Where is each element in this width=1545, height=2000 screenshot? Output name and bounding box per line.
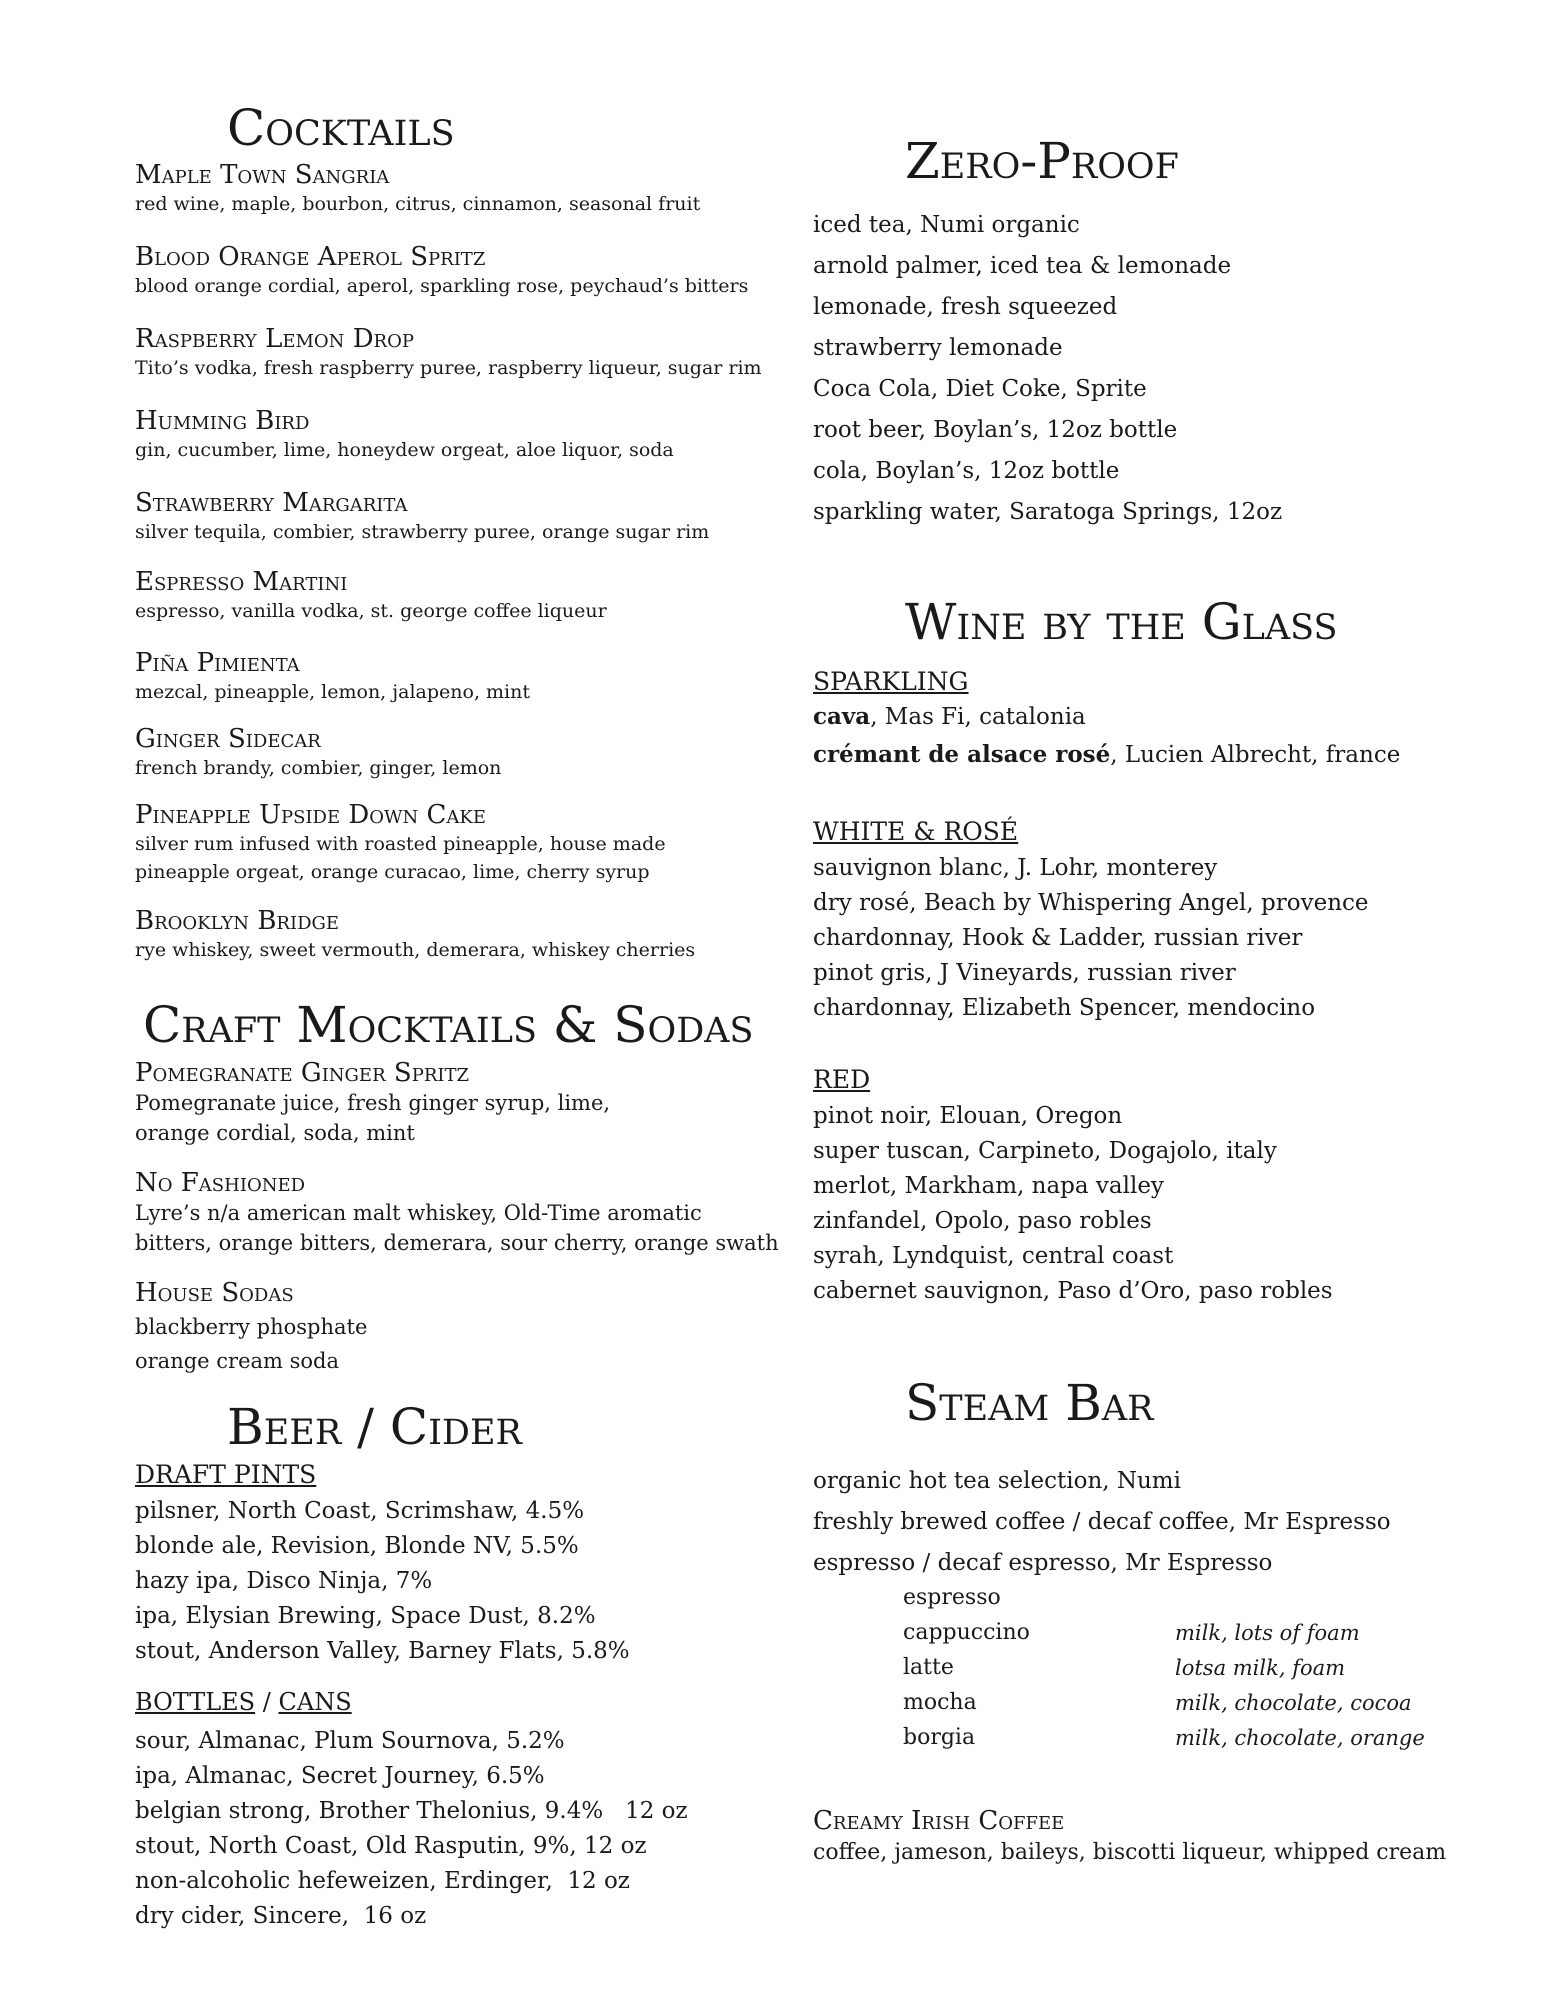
drink-desc: rye whiskey, sweet vermouth, demerara, whiskey cherries: [135, 939, 696, 961]
espresso-note: milk, chocolate, orange: [1175, 1726, 1425, 1750]
wine-item: super tuscan, Carpineto, Dogajolo, italy: [813, 1138, 1277, 1164]
steam-item: organic hot tea selection, Numi: [813, 1468, 1181, 1494]
steam-item: freshly brewed coffee / decaf coffee, Mr Espresso: [813, 1509, 1391, 1535]
drink-name: House Sodas: [135, 1278, 294, 1308]
espresso-drink: cappuccino: [903, 1620, 1030, 1645]
espresso-drink: latte: [903, 1655, 954, 1680]
wine-title: Wine by the Glass: [905, 593, 1338, 651]
drink-name: Ginger Sidecar: [135, 724, 321, 754]
wine-rest: , Lucien Albrecht, france: [1110, 742, 1401, 768]
cocktail-item: [135, 160, 785, 218]
beer-item: dry cider, Sincere, 16 oz: [135, 1903, 427, 1929]
drink-name: Espresso Martini: [135, 567, 348, 597]
wine-item: [813, 740, 1400, 770]
wine-item: syrah, Lyndquist, central coast: [813, 1243, 1174, 1269]
wine-item: dry rosé, Beach by Whispering Angel, provence: [813, 890, 1369, 916]
zero-proof-item: iced tea, Numi organic: [813, 212, 1080, 238]
steam-bar-title: Steam Bar: [905, 1374, 1154, 1432]
drink-desc: blackberry phosphate: [135, 1315, 368, 1339]
drink-name: Raspberry Lemon Drop: [135, 324, 414, 354]
espresso-note: lotsa milk, foam: [1175, 1656, 1346, 1680]
drink-desc: orange cordial, soda, mint: [135, 1121, 415, 1145]
beer-item: belgian strong, Brother Thelonius, 9.4% 12 oz: [135, 1798, 688, 1824]
drink-desc: blood orange cordial, aperol, sparkling rose, peychaud’s bitters: [135, 275, 749, 297]
wine-item: chardonnay, Hook & Ladder, russian river: [813, 925, 1303, 951]
wine-item: sauvignon blanc, J. Lohr, monterey: [813, 855, 1218, 881]
drink-desc: bitters, orange bitters, demerara, sour cherry, orange swath: [135, 1231, 779, 1255]
cocktails-title: Cocktails: [227, 99, 455, 157]
cocktail-item: [135, 567, 785, 625]
wine-item: pinot noir, Elouan, Oregon: [813, 1103, 1123, 1129]
drink-desc: silver rum infused with roasted pineapple, house made: [135, 833, 666, 855]
zero-proof-item: sparkling water, Saratoga Springs, 12oz: [813, 499, 1283, 525]
zero-proof-item: Coca Cola, Diet Coke, Sprite: [813, 376, 1147, 402]
wine-name: cava: [813, 703, 871, 730]
drink-desc: Tito’s vodka, fresh raspberry puree, raspberry liqueur, sugar rim: [135, 357, 762, 379]
wine-item: cabernet sauvignon, Paso d’Oro, paso robles: [813, 1278, 1333, 1304]
drink-name: Blood Orange Aperol Spritz: [135, 242, 486, 272]
zero-proof-item: root beer, Boylan’s, 12oz bottle: [813, 417, 1178, 443]
espresso-note: milk, chocolate, cocoa: [1175, 1691, 1412, 1715]
drink-desc: orange cream soda: [135, 1349, 339, 1373]
drink-desc: pineapple orgeat, orange curacao, lime, cherry syrup: [135, 861, 650, 883]
slash: /: [262, 1688, 271, 1716]
espresso-drink: mocha: [903, 1690, 977, 1715]
cocktail-item: [135, 488, 785, 546]
drink-desc: espresso, vanilla vodka, st. george coffee liqueur: [135, 600, 607, 622]
mocktail-item: [135, 1058, 785, 1148]
beer-item: ipa, Almanac, Secret Journey, 6.5%: [135, 1763, 545, 1789]
espresso-drink: espresso: [903, 1585, 1001, 1610]
beer-item: ipa, Elysian Brewing, Space Dust, 8.2%: [135, 1603, 596, 1629]
cocktail-item: [135, 800, 785, 886]
drink-name: Humming Bird: [135, 406, 310, 436]
beer-item: blonde ale, Revision, Blonde NV, 5.5%: [135, 1533, 579, 1559]
wine-item: zinfandel, Opolo, paso robles: [813, 1208, 1152, 1234]
wine-name: crémant de alsace rosé: [813, 741, 1111, 768]
drink-name: Pomegranate Ginger Spritz: [135, 1058, 469, 1088]
white-rose-heading: WHITE & ROSÉ: [813, 817, 1019, 846]
drink-name: Piña Pimienta: [135, 648, 300, 678]
wine-rest: , Mas Fi, catalonia: [870, 704, 1086, 730]
sparkling-heading: SPARKLING: [813, 667, 969, 696]
espresso-note: milk, lots of foam: [1175, 1621, 1360, 1645]
wine-item: [813, 702, 1086, 732]
drink-desc: Lyre’s n/a american malt whiskey, Old-Time aromatic: [135, 1201, 702, 1225]
drink-name: Brooklyn Bridge: [135, 906, 340, 936]
espresso-drink: borgia: [903, 1725, 976, 1750]
irish-coffee-name: Creamy Irish Coffee: [813, 1806, 1065, 1836]
beer-item: stout, Anderson Valley, Barney Flats, 5.8%: [135, 1638, 630, 1664]
zero-proof-item: lemonade, fresh squeezed: [813, 294, 1118, 320]
drink-desc: red wine, maple, bourbon, citrus, cinnamon, seasonal fruit: [135, 193, 701, 215]
beer-item: hazy ipa, Disco Ninja, 7%: [135, 1568, 433, 1594]
drink-desc: Pomegranate juice, fresh ginger syrup, lime,: [135, 1091, 611, 1115]
mocktails-title: Craft Mocktails & Sodas: [143, 996, 754, 1054]
drink-desc: french brandy, combier, ginger, lemon: [135, 757, 502, 779]
zero-proof-item: cola, Boylan’s, 12oz bottle: [813, 458, 1120, 484]
drink-name: Pineapple Upside Down Cake: [135, 800, 486, 830]
mocktail-item: [135, 1168, 785, 1258]
zero-proof-item: strawberry lemonade: [813, 335, 1063, 361]
wine-item: chardonnay, Elizabeth Spencer, mendocino: [813, 995, 1316, 1021]
drink-name: Maple Town Sangria: [135, 160, 390, 190]
beer-item: sour, Almanac, Plum Sournova, 5.2%: [135, 1728, 565, 1754]
irish-coffee-desc: coffee, jameson, baileys, biscotti liqueur, whipped cream: [813, 1840, 1447, 1865]
cocktail-item: [135, 242, 785, 300]
cocktail-item: [135, 724, 785, 782]
drink-name: Strawberry Margarita: [135, 488, 408, 518]
red-heading: RED: [813, 1065, 871, 1094]
wine-item: pinot gris, J Vineyards, russian river: [813, 960, 1236, 986]
wine-item: merlot, Markham, napa valley: [813, 1173, 1164, 1199]
cocktail-item: [135, 648, 785, 706]
drink-desc: mezcal, pineapple, lemon, jalapeno, mint: [135, 681, 531, 703]
draft-pints-heading: DRAFT PINTS: [135, 1460, 317, 1489]
zero-proof-title: Zero-Proof: [905, 132, 1179, 190]
drink-desc: gin, cucumber, lime, honeydew orgeat, aloe liquor, soda: [135, 439, 674, 461]
steam-item: espresso / decaf espresso, Mr Espresso: [813, 1550, 1273, 1576]
bottles-cans-heading: [135, 1687, 352, 1717]
drink-desc: silver tequila, combier, strawberry puree, orange sugar rim: [135, 521, 710, 543]
cocktail-item: [135, 406, 785, 464]
cans-label: CANS: [278, 1688, 352, 1716]
bottles-label: BOTTLES: [135, 1688, 256, 1716]
cocktail-item: [135, 324, 785, 382]
beer-title: Beer / Cider: [227, 1398, 522, 1456]
drink-name: No Fashioned: [135, 1168, 306, 1198]
beer-item: pilsner, North Coast, Scrimshaw, 4.5%: [135, 1498, 585, 1524]
mocktail-item: [135, 1278, 785, 1378]
beer-item: stout, North Coast, Old Rasputin, 9%, 12 oz: [135, 1833, 647, 1859]
zero-proof-item: arnold palmer, iced tea & lemonade: [813, 253, 1232, 279]
beer-item: non-alcoholic hefeweizen, Erdinger, 12 oz: [135, 1868, 630, 1894]
cocktail-item: [135, 906, 785, 964]
